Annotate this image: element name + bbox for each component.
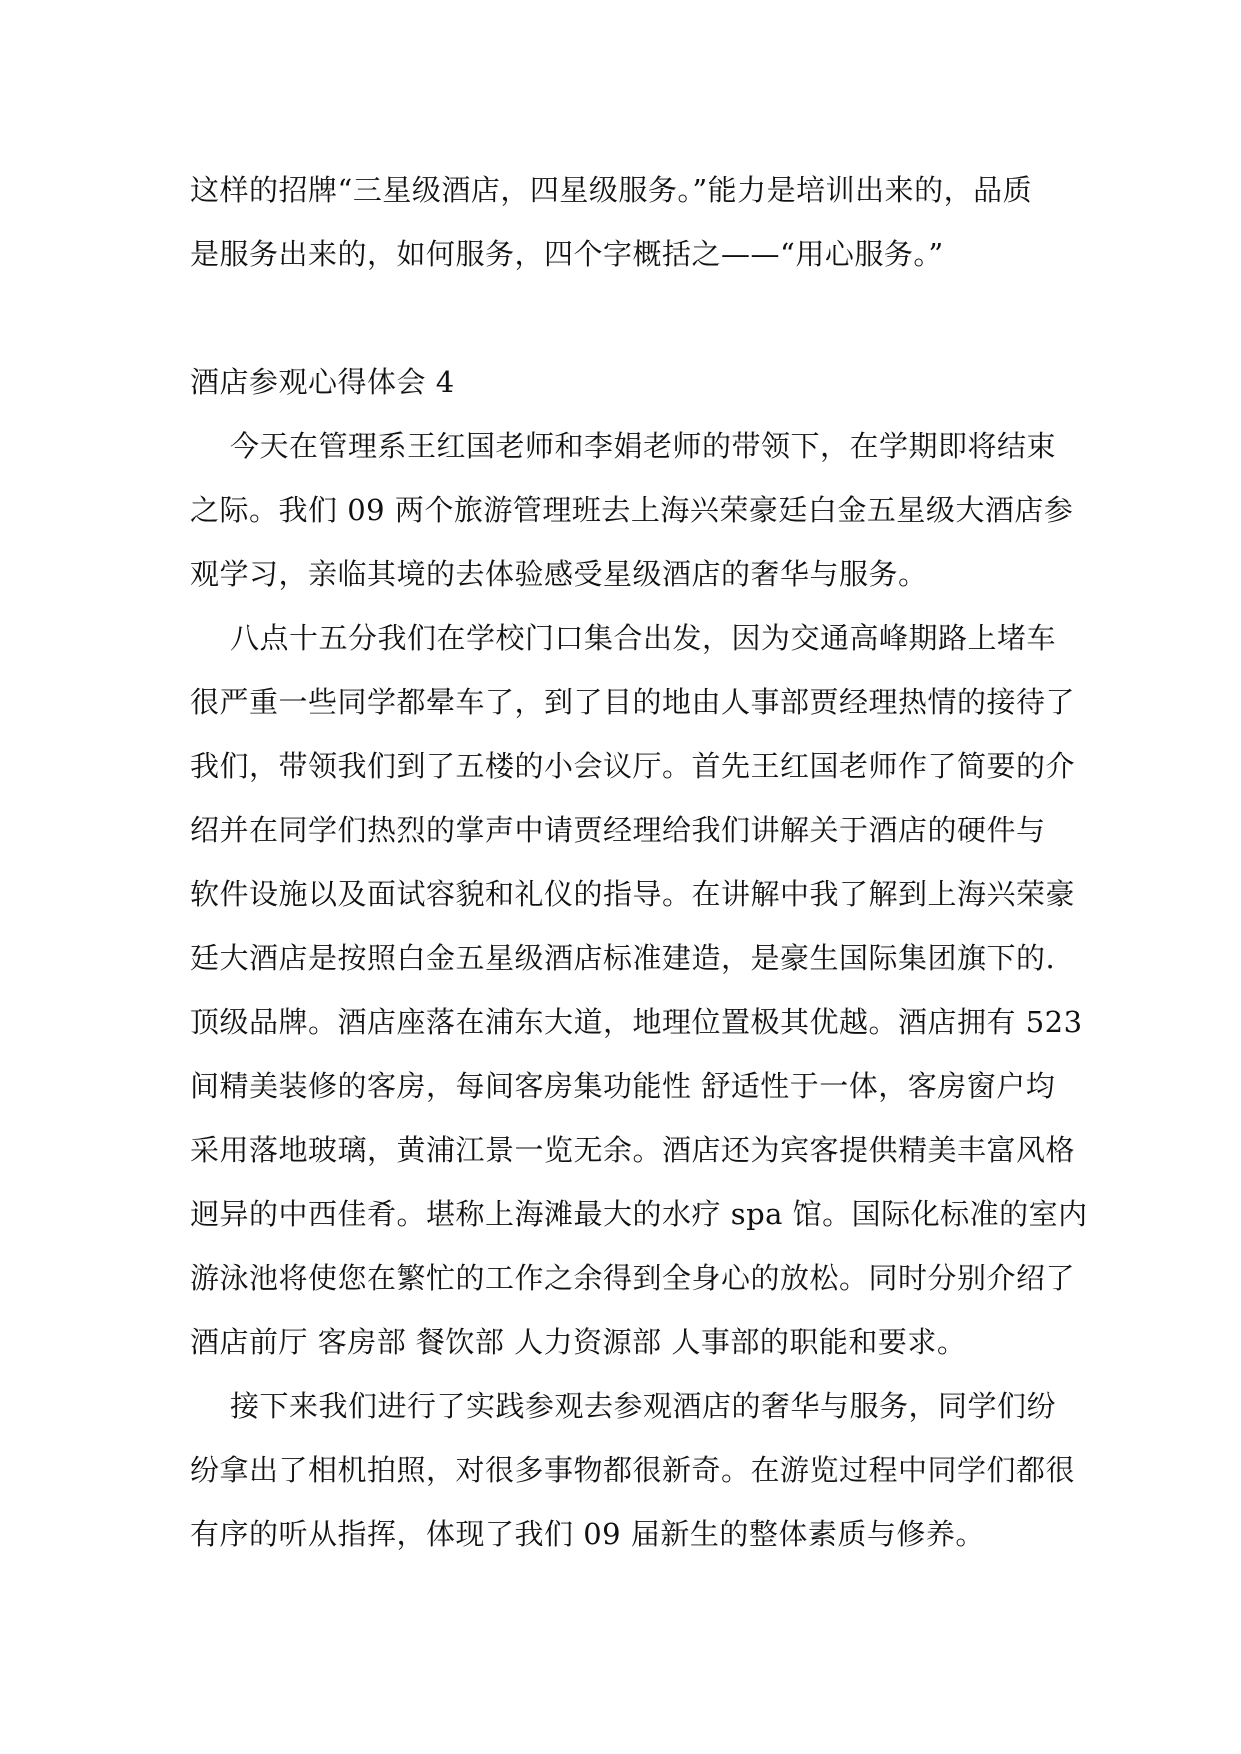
text-line: 绍并在同学们热烈的掌声中请贾经理给我们讲解关于酒店的硬件与 <box>190 813 1046 847</box>
text-line: 廷大酒店是按照白金五星级酒店标准建造，是豪生国际集团旗下的. <box>190 941 1056 975</box>
text-line: 很严重一些同学都晕车了，到了目的地由人事部贾经理热情的接待了 <box>190 685 1076 719</box>
text-line: 八点十五分我们在学校门口集合出发，因为交通高峰期路上堵车 <box>230 621 1057 655</box>
text-line: 迥异的中西佳肴。堪称上海滩最大的水疗 spa 馆。国际化标准的室内 <box>190 1197 1088 1231</box>
text-line: 观学习，亲临其境的去体验感受星级酒店的奢华与服务。 <box>190 557 928 591</box>
text-line: 游泳池将使您在繁忙的工作之余得到全身心的放松。同时分别介绍了 <box>190 1261 1076 1295</box>
text-line: 采用落地玻璃，黄浦江景一览无余。酒店还为宾客提供精美丰富风格 <box>190 1133 1076 1167</box>
text-line: 之际。我们 09 两个旅游管理班去上海兴荣豪廷白金五星级大酒店参 <box>190 493 1074 527</box>
text-line: 酒店前厅 客房部 餐饮部 人力资源部 人事部的职能和要求。 <box>190 1325 967 1359</box>
text-line: 有序的听从指挥，体现了我们 09 届新生的整体素质与修养。 <box>190 1517 985 1551</box>
text-line: 今天在管理系王红国老师和李娟老师的带领下，在学期即将结束 <box>230 429 1057 463</box>
paragraph-gap <box>190 286 1050 350</box>
section-title: 酒店参观心得体会 4 <box>190 365 455 399</box>
paragraph-2 <box>190 606 1088 1374</box>
text-line: 软件设施以及面试容貌和礼仪的指导。在讲解中我了解到上海兴荣豪 <box>190 877 1076 911</box>
text-line: 接下来我们进行了实践参观去参观酒店的奢华与服务，同学们纷 <box>230 1389 1057 1423</box>
text-line: 间精美装修的客房，每间客房集功能性 舒适性于一体，客房窗户均 <box>190 1069 1056 1103</box>
text-line: 纷拿出了相机拍照，对很多事物都很新奇。在游览过程中同学们都很 <box>190 1453 1076 1487</box>
paragraph-3 <box>190 1374 1076 1566</box>
paragraph-1 <box>190 414 1074 606</box>
text-line: 这样的招牌“三星级酒店，四星级服务。”能力是培训出来的，品质 <box>190 173 1033 207</box>
text-line: 顶级品牌。酒店座落在浦东大道，地理位置极其优越。酒店拥有 523 <box>190 1005 1083 1039</box>
text-line: 我们，带领我们到了五楼的小会议厅。首先王红国老师作了简要的介 <box>190 749 1076 783</box>
text-line: 是服务出来的，如何服务，四个字概括之——“用心服务。” <box>190 237 944 271</box>
continuation-paragraph <box>190 158 1050 286</box>
document-body <box>190 158 1088 1566</box>
